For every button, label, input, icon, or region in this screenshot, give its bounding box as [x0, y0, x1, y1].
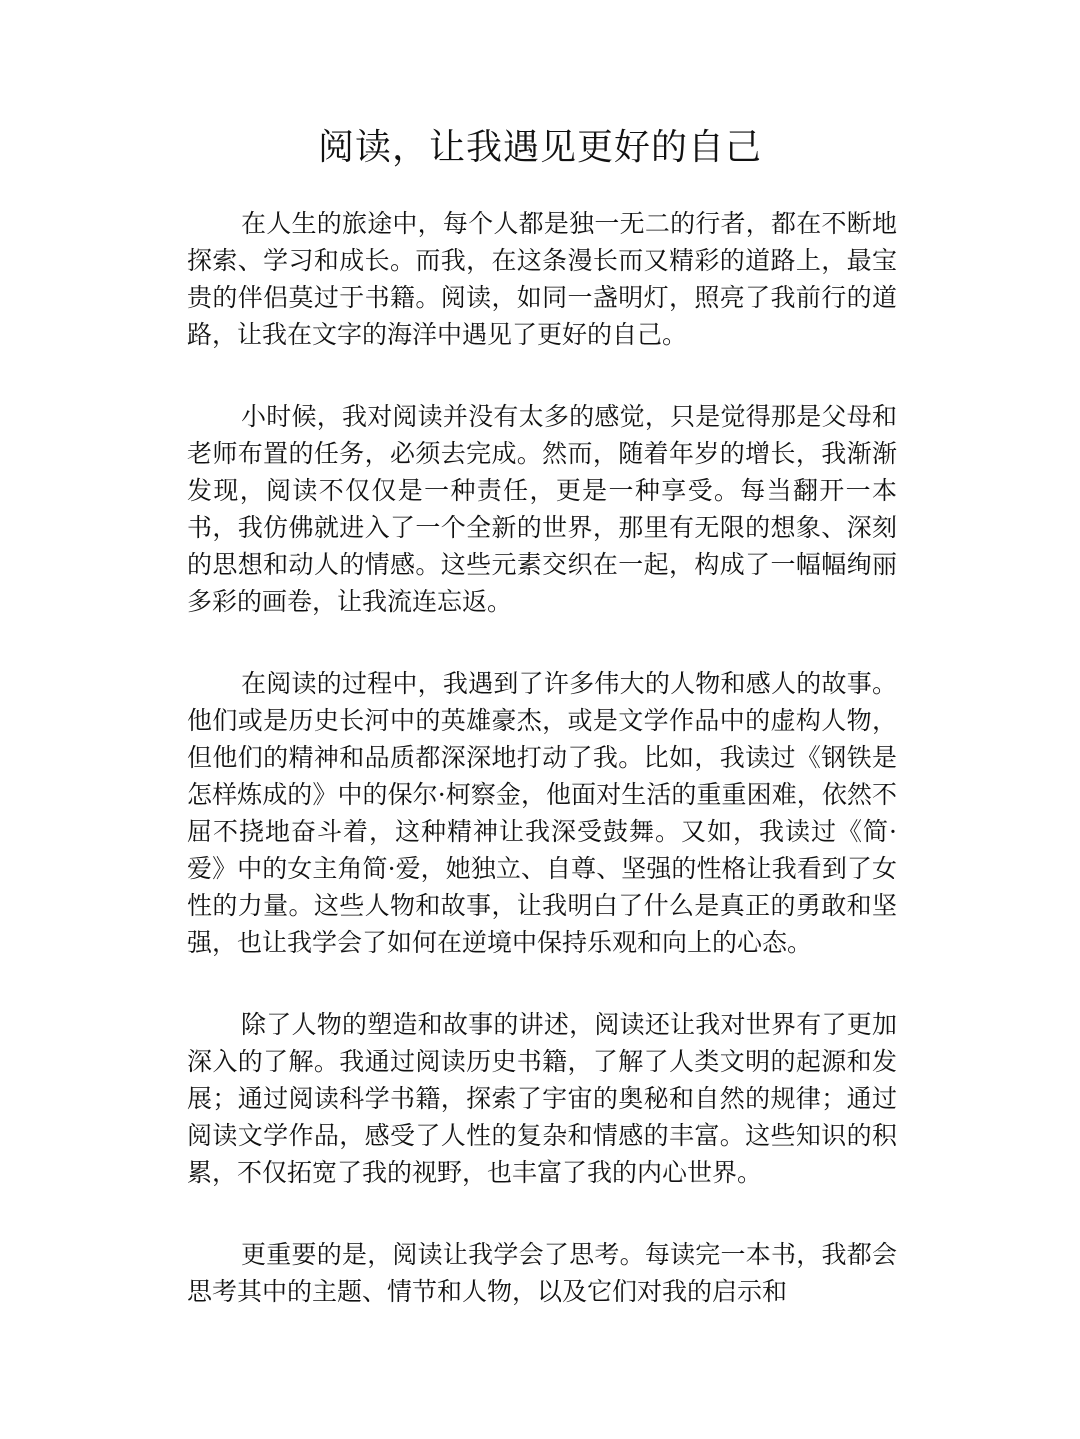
paragraph-3: 在阅读的过程中，我遇到了许多伟大的人物和感人的故事。他们或是历史长河中的英雄豪杰，或是文学作品中的虚构人物，但他们的精神和品质都深深地打动了我。比如，我读过《钢铁是怎样炼成的》中的保尔·柯察金，他面对生活的重重困难，依然不屈不挠地奋斗着，这种精神让我深受鼓舞。又如，我读过《简·爱》中的女主角简·爱，她独立、自尊、坚强的性格让我看到了女性的力量。这些人物和故事，让我明白了什么是真正的勇敢和坚强，也让我学会了如何在逆境中保持乐观和向上的心态。: [187, 669, 897, 957]
paragraph-4: 除了人物的塑造和故事的讲述，阅读还让我对世界有了更加深入的了解。我通过阅读历史书籍，了解了人类文明的起源和发展；通过阅读科学书籍，探索了宇宙的奥秘和自然的规律；通过阅读文学作品，感受了人性的复杂和情感的丰富。这些知识的积累，不仅拓宽了我的视野，也丰富了我的内心世界。: [187, 1010, 897, 1187]
paragraph-2: 小时候，我对阅读并没有太多的感觉，只是觉得那是父母和老师布置的任务，必须去完成。然而，随着年岁的增长，我渐渐发现，阅读不仅仅是一种责任，更是一种享受。每当翻开一本书，我仿佛就进入了一个全新的世界，那里有无限的想象、深刻的思想和动人的情感。这些元素交织在一起，构成了一幅幅绚丽多彩的画卷，让我流连忘返。: [187, 402, 897, 616]
paragraph-5: 更重要的是，阅读让我学会了思考。每读完一本书，我都会思考其中的主题、情节和人物，以及它们对我的启示和: [187, 1240, 897, 1306]
essay-body: [187, 205, 897, 1355]
page-title: 阅读，让我遇见更好的自己: [317, 127, 762, 168]
paragraph-1: 在人生的旅途中，每个人都是独一无二的行者，都在不断地探索、学习和成长。而我，在这条漫长而又精彩的道路上，最宝贵的伴侣莫过于书籍。阅读，如同一盏明灯，照亮了我前行的道路，让我在文字的海洋中遇见了更好的自己。: [187, 209, 897, 349]
